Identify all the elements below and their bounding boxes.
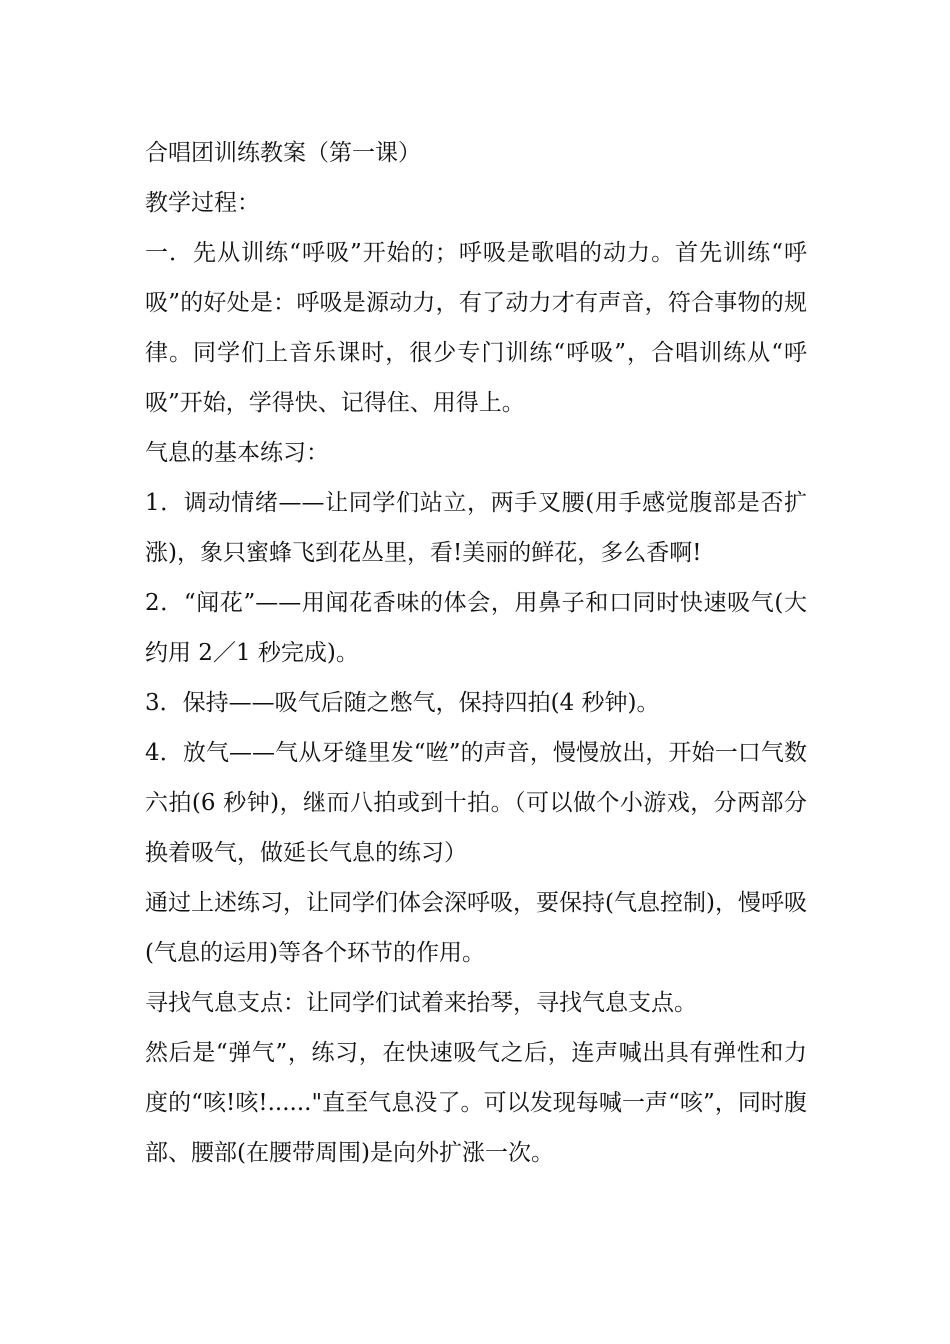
document-title: 合唱团训练教案（第一课）: [145, 140, 421, 166]
paragraph-breath-basics-heading: 气息的基本练习：: [145, 440, 329, 466]
paragraph-step-3: 3．保持——吸气后随之憋气，保持四拍(4 秒钟)。: [145, 690, 660, 716]
paragraph-breathing-intro: 一．先从训练“呼吸”开始的；呼吸是歌唱的动力。首先训练“呼吸”的好处是：呼吸是源动力，有了动力才有声音，符合事物的规律。同学们上音乐课时，很少专门训练“呼吸”，合唱训练从“呼吸”开始，学得快、记得住、用得上。: [145, 240, 807, 416]
paragraph-elastic-breath: 然后是“弹气”，练习，在快速吸气之后，连声喊出具有弹性和力度的“咳!咳!......"直至气息没了。可以发现每喊一声“咳”，同时腹部、腰部(在腰带周围)是向外扩涨一次。: [145, 1040, 807, 1166]
paragraph-breath-support: 寻找气息支点：让同学们试着来抬琴，寻找气息支点。: [145, 990, 697, 1016]
document-body: [145, 128, 807, 1178]
paragraph-step-4: 4．放气——气从牙缝里发“咝”的声音，慢慢放出，开始一口气数六拍(6 秒钟)，继而八拍或到十拍。（可以做个小游戏，分两部分换着吸气，做延长气息的练习）: [145, 740, 807, 866]
paragraph-summary: 通过上述练习，让同学们体会深呼吸，要保持(气息控制)，慢呼吸(气息的运用)等各个环节的作用。: [145, 890, 807, 966]
paragraph-step-2: 2．“闻花”——用闻花香味的体会，用鼻子和口同时快速吸气(大约用 2／1 秒完成)。: [145, 590, 807, 666]
paragraph-step-1: 1．调动情绪——让同学们站立，两手叉腰(用手感觉腹部是否扩涨)，象只蜜蜂飞到花丛里，看!美丽的鲜花，多么香啊!: [145, 490, 807, 566]
paragraph-teaching-process: 教学过程：: [145, 190, 260, 216]
